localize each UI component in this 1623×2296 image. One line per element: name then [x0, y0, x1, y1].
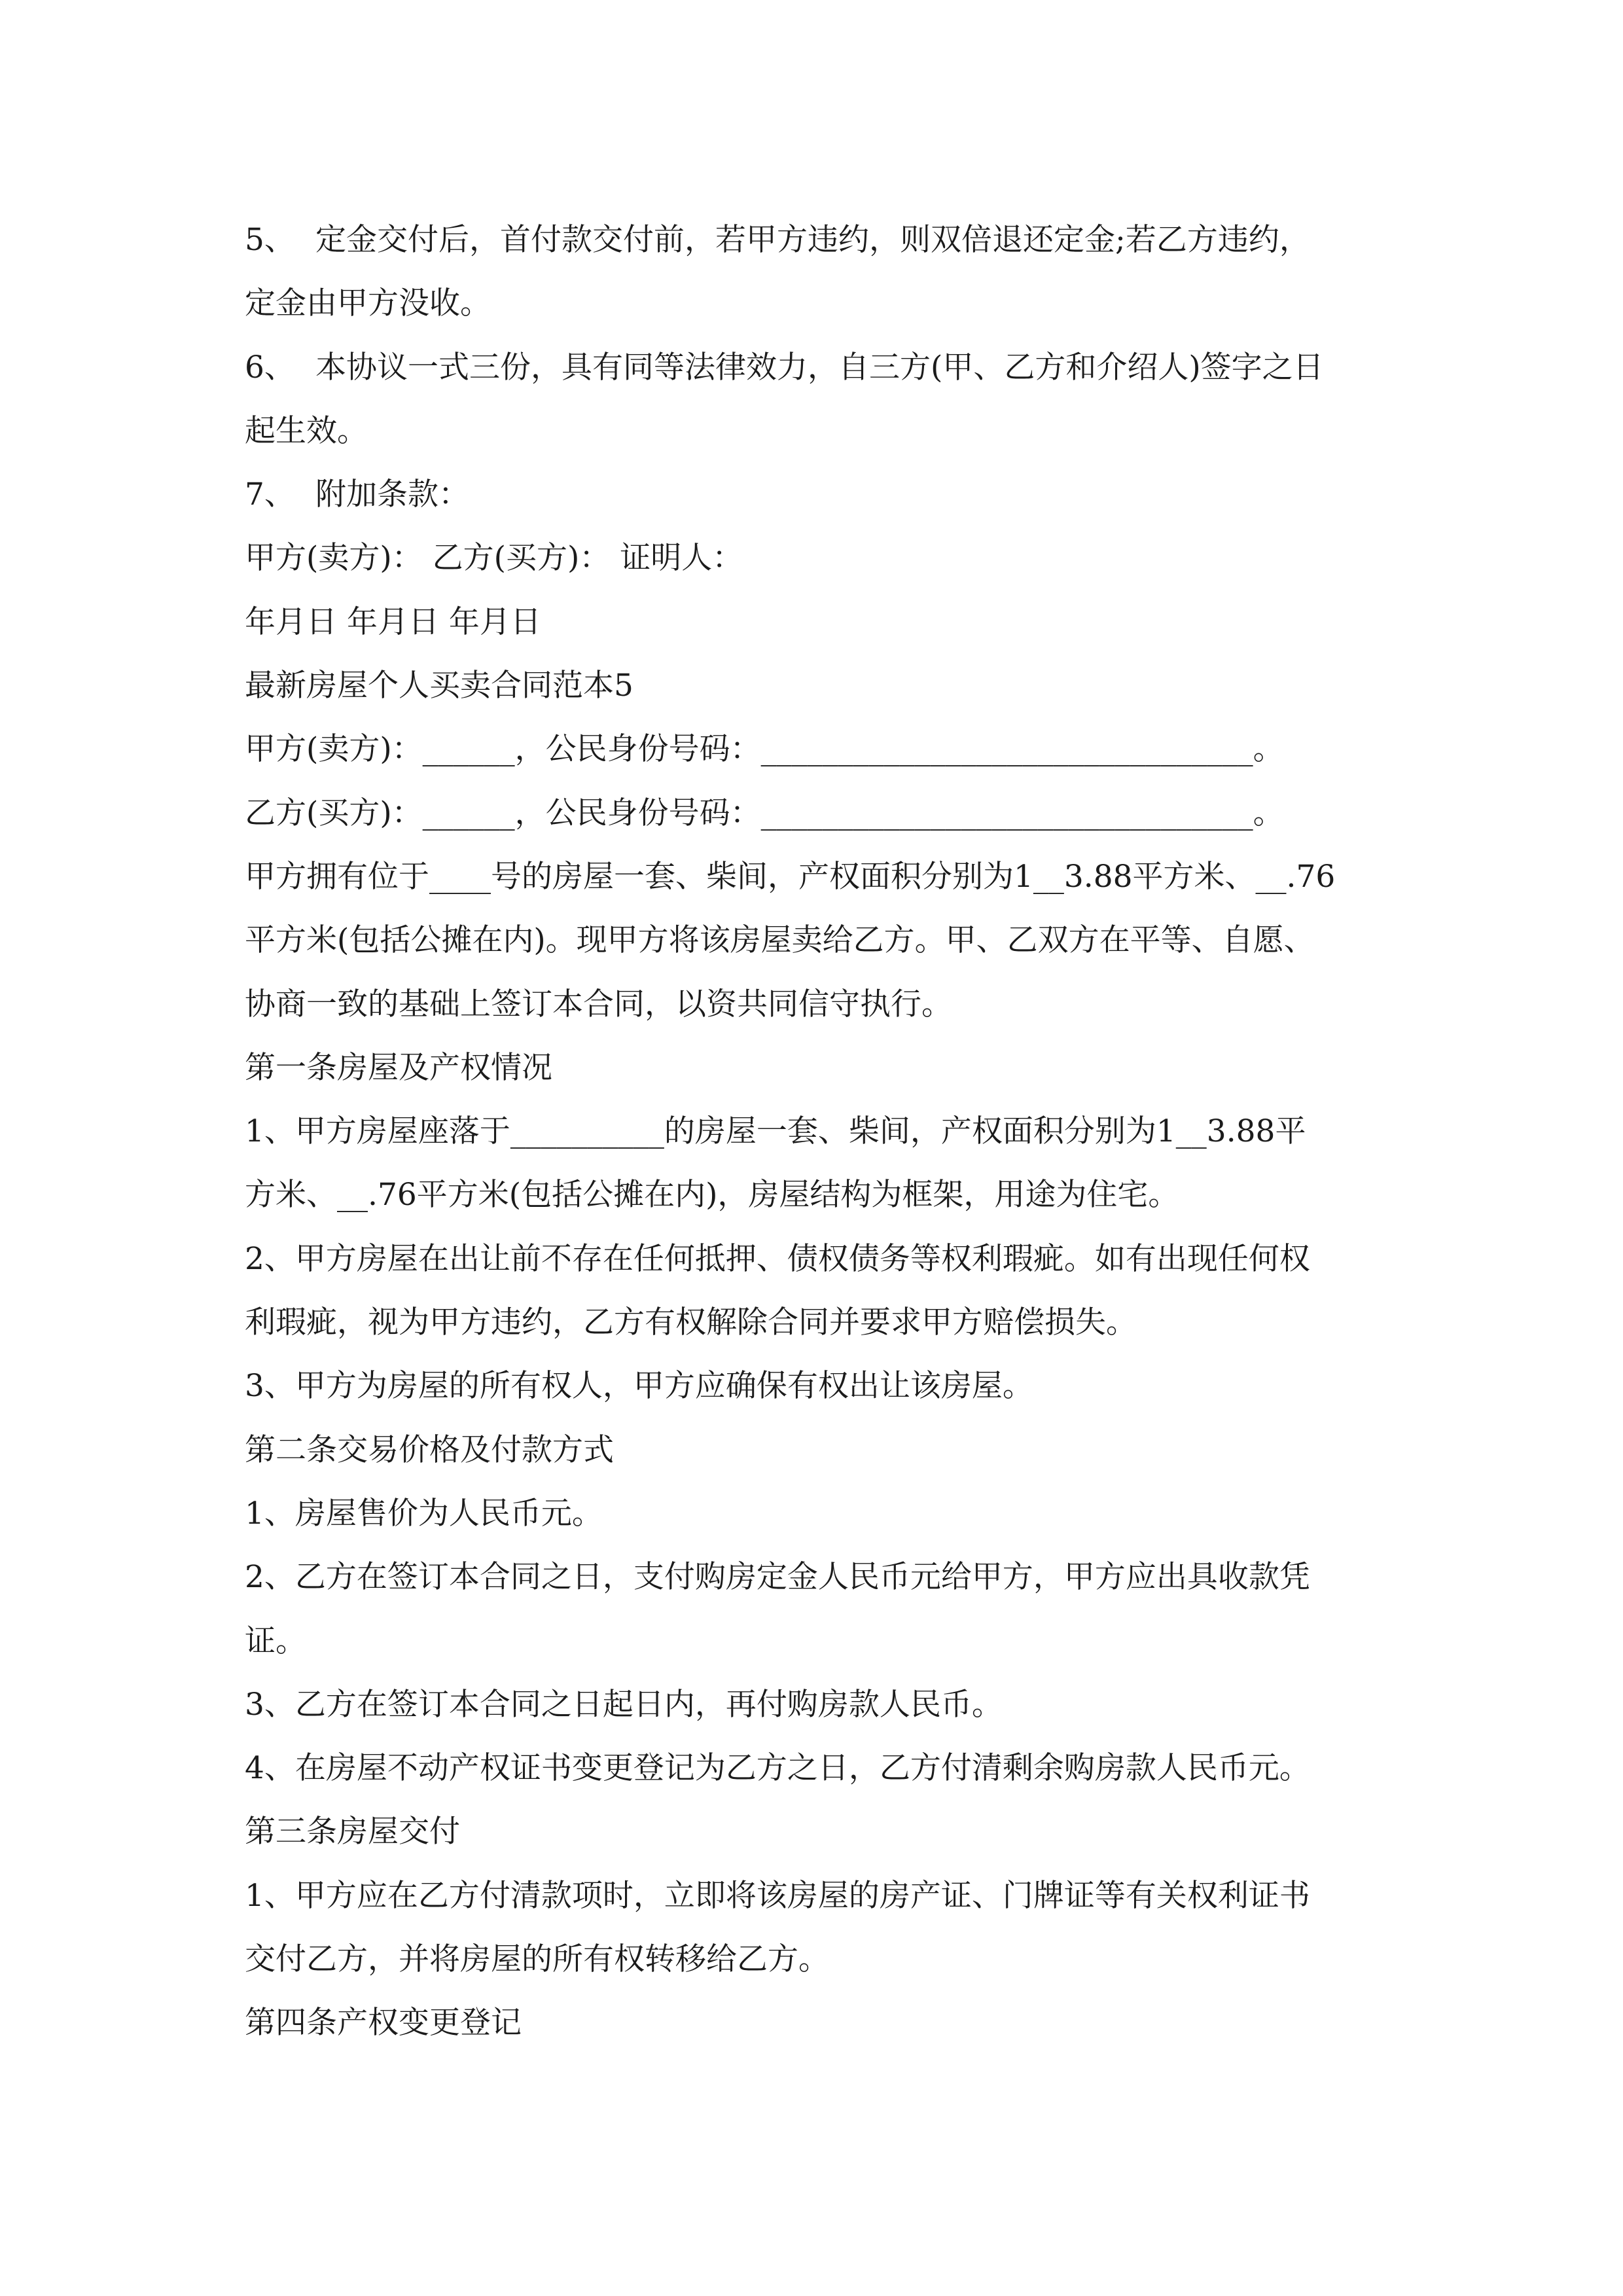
party-b: 乙方(买方)：______，公民身份号码：________________________________。 [245, 795, 1284, 831]
article-1-item-1-line-1: 1、甲方房屋座落于__________的房屋一套、柴间，产权面积分别为1__3.88平 [245, 1113, 1306, 1150]
clause-text: 附加条款： [315, 476, 469, 513]
article-1-item-2-line-2: 利瑕疵，视为甲方违约，乙方有权解除合同并要求甲方赔偿损失。 [245, 1304, 1137, 1341]
clause-7 [245, 463, 1410, 526]
clause-number: 6、 [245, 349, 295, 386]
clause-number: 7、 [245, 476, 295, 513]
clause-6-line-2: 起生效。 [245, 412, 368, 449]
intro-line-2: 平方米(包括公摊在内)。现甲方将该房屋卖给乙方。甲、乙双方在平等、自愿、 [245, 922, 1315, 959]
article-2-item-1: 1、房屋售价为人民币元。 [245, 1495, 603, 1532]
article-1-heading: 第一条房屋及产权情况 [245, 1049, 552, 1086]
article-3-item-1-line-2: 交付乙方，并将房屋的所有权转移给乙方。 [245, 1941, 829, 1978]
intro-line-3: 协商一致的基础上签订本合同，以资共同信守执行。 [245, 986, 952, 1022]
article-2-item-2-line-1: 2、乙方在签订本合同之日，支付购房定金人民币元给甲方，甲方应出具收款凭 [245, 1559, 1310, 1596]
article-2-item-4: 4、在房屋不动产权证书变更登记为乙方之日，乙方付清剩余购房款人民币元。 [245, 1750, 1310, 1787]
signature-dates: 年月日 年月日 年月日 [245, 603, 541, 640]
signature-parties: 甲方(卖方)： 乙方(买方)： 证明人： [245, 540, 743, 577]
contract-title: 最新房屋个人买卖合同范本5 [245, 668, 633, 704]
article-3-item-1-line-1: 1、甲方应在乙方付清款项时，立即将该房屋的房产证、门牌证等有关权利证书 [245, 1877, 1310, 1914]
intro-line-1: 甲方拥有位于____号的房屋一套、柴间，产权面积分别为1__3.88平方米、__.76 [245, 858, 1336, 895]
article-2-item-2-line-2: 证。 [245, 1623, 306, 1659]
clause-5-line-2: 定金由甲方没收。 [245, 285, 491, 322]
article-1-item-1-line-2: 方米、__.76平方米(包括公摊在内)，房屋结构为框架，用途为住宅。 [245, 1177, 1179, 1213]
clause-text: 本协议一式三份，具有同等法律效力，自三方(甲、乙方和介绍人)签字之日 [315, 349, 1324, 386]
clause-text: 定金交付后，首付款交付前，若甲方违约，则双倍退还定金;若乙方违约， [315, 222, 1310, 258]
clause-5-line-1 [245, 208, 1410, 272]
article-1-item-2-line-1: 2、甲方房屋在出让前不存在任何抵押、债权债务等权利瑕疵。如有出现任何权 [245, 1240, 1310, 1277]
document-body [245, 208, 1410, 2055]
article-2-heading: 第二条交易价格及付款方式 [245, 1431, 614, 1468]
article-4-heading: 第四条产权变更登记 [245, 2005, 522, 2041]
article-3-heading: 第三条房屋交付 [245, 1814, 460, 1850]
article-1-item-3: 3、甲方为房屋的所有权人，甲方应确保有权出让该房屋。 [245, 1368, 1033, 1405]
clause-number: 5、 [245, 222, 295, 258]
clause-6-line-1 [245, 336, 1410, 399]
article-2-item-3: 3、乙方在签订本合同之日起日内，再付购房款人民币。 [245, 1686, 1003, 1723]
party-a: 甲方(卖方)：______，公民身份号码：________________________________。 [245, 731, 1284, 768]
